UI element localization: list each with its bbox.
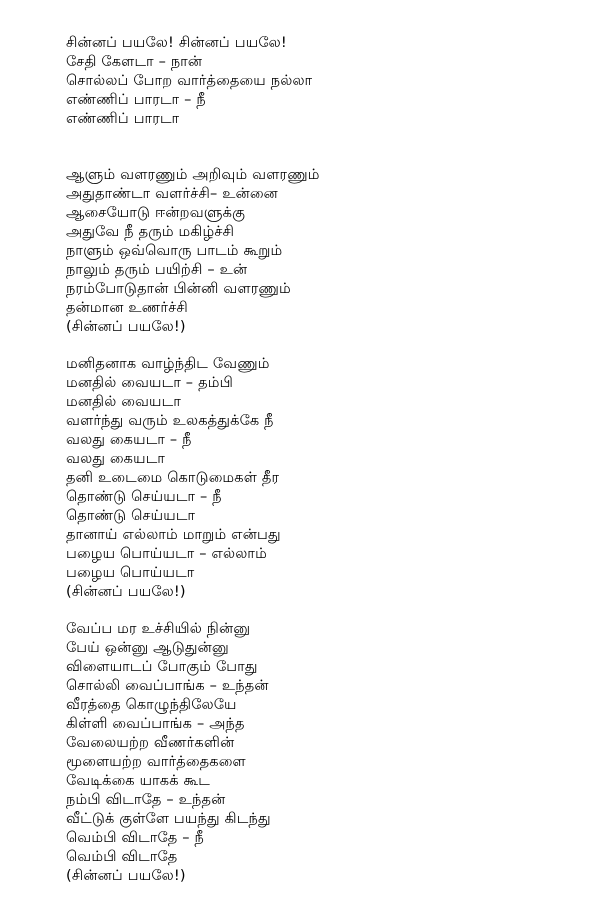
- lyric-line: நாலும் தரும் பயிற்சி – உன்: [66, 262, 248, 278]
- stanza-3: [66, 355, 586, 602]
- lyric-line: நரம்போடுதான் பின்னி வளரணும்: [66, 281, 291, 297]
- lyric-line: வேலையற்ற வீணர்களின்: [66, 735, 235, 751]
- lyrics-page: [66, 34, 586, 886]
- lyric-line: தனி உடைமை கொடுமைகள் தீர: [66, 470, 280, 486]
- lyric-line: பேய் ஒன்னு ஆடுதுன்னு: [66, 640, 229, 656]
- lyric-line: எண்ணிப் பாரடா: [66, 111, 180, 127]
- stanza-4: [66, 620, 586, 886]
- lyric-line: பழைய பொய்யடா – எல்லாம்: [66, 546, 267, 562]
- lyric-line: மனதில் வையடா – தம்பி: [66, 375, 234, 391]
- lyric-line: வலது கையடா: [66, 451, 166, 467]
- refrain-line: (சின்னப் பயலே!): [66, 319, 186, 335]
- stanza-1: [66, 34, 586, 129]
- lyric-line: வளர்ந்து வரும் உலகத்துக்கே நீ: [66, 413, 274, 429]
- lyric-line: சொல்லி வைப்பாங்க – உந்தன்: [66, 678, 269, 694]
- lyric-line: அதுவே நீ தரும் மகிழ்ச்சி: [66, 224, 235, 240]
- lyric-line: வேப்ப மர உச்சியில் நின்னு: [66, 621, 251, 637]
- lyric-line: தானாய் எல்லாம் மாறும் என்பது: [66, 527, 281, 543]
- lyric-line: சேதி கேளடா – நான்: [66, 54, 203, 70]
- lyric-line: வேடிக்கை யாகக் கூட: [66, 773, 211, 789]
- lyric-line: அதுதாண்டா வளர்ச்சி– உன்னை: [66, 186, 278, 202]
- refrain-line: (சின்னப் பயலே!): [66, 868, 186, 884]
- lyric-line: வெம்பி விடாதே: [66, 849, 178, 865]
- lyric-line: சொல்லப் போற வார்த்தையை நல்லா: [66, 73, 313, 89]
- lyric-line: நாளும் ஒவ்வொரு பாடம் கூறும்: [66, 243, 283, 259]
- lyric-line: ஆளும் வளரணும் அறிவும் வளரணும்: [66, 167, 320, 183]
- lyric-line: மனிதனாக வாழ்ந்திட வேணும்: [66, 356, 270, 372]
- lyric-line: எண்ணிப் பாரடா – நீ: [66, 92, 206, 108]
- lyric-line: கிள்ளி வைப்பாங்க – அந்த: [66, 716, 245, 732]
- lyric-line: வீட்டுக் குள்ளே பயந்து கிடந்து: [66, 811, 271, 827]
- refrain-line: (சின்னப் பயலே!): [66, 584, 186, 600]
- stanza-2: [66, 166, 586, 337]
- lyric-line: சின்னப் பயலே! சின்னப் பயலே!: [66, 35, 287, 51]
- lyric-line: வெம்பி விடாதே – நீ: [66, 830, 204, 846]
- lyric-line: விளையாடப் போகும் போது: [66, 659, 258, 675]
- lyric-line: தன்மான உணர்ச்சி: [66, 300, 188, 316]
- lyric-line: வலது கையடா – நீ: [66, 432, 192, 448]
- lyric-line: மூளையற்ற வார்த்தைகளை: [66, 754, 246, 770]
- lyric-line: ஆசையோடு ஈன்றவளுக்கு: [66, 205, 246, 221]
- lyric-line: மனதில் வையடா: [66, 394, 182, 410]
- lyric-line: பழைய பொய்யடா: [66, 565, 195, 581]
- lyric-line: தொண்டு செய்யடா – நீ: [66, 489, 222, 505]
- lyric-line: வீரத்தை கொழுந்திலேயே: [66, 697, 237, 713]
- lyric-line: தொண்டு செய்யடா: [66, 508, 196, 524]
- lyric-line: நம்பி விடாதே – உந்தன்: [66, 792, 226, 808]
